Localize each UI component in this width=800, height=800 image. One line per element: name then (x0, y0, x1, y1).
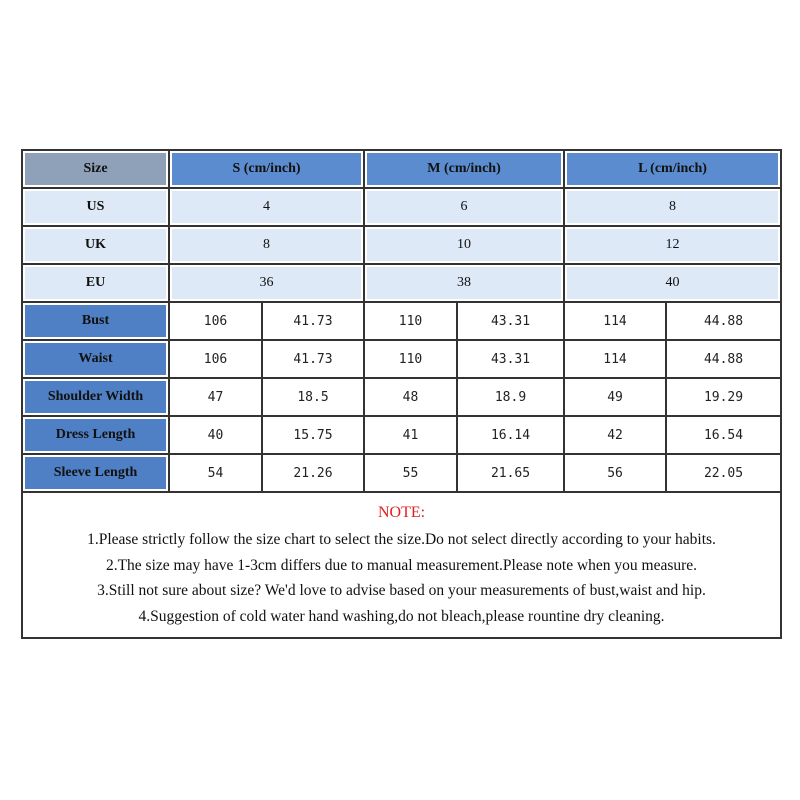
dress-length-row (23, 417, 782, 455)
dress-length-m-inch: 16.14 (458, 417, 565, 455)
bust-m-cm: 110 (365, 303, 458, 341)
dress-length-l-inch: 16.54 (667, 417, 782, 455)
sleeve-length-row (23, 455, 782, 493)
waist-m-cm: 110 (365, 341, 458, 379)
row-label-us: US (23, 189, 170, 227)
note-box (23, 493, 782, 639)
shoulder-s-cm: 47 (170, 379, 263, 417)
shoulder-l-cm: 49 (565, 379, 667, 417)
shoulder-m-inch: 18.9 (458, 379, 565, 417)
waist-l-inch: 44.88 (667, 341, 782, 379)
header-row (23, 151, 782, 189)
note-line-2: 2.The size may have 1-3cm differs due to manual measurement.Please note when you measure. (105, 556, 698, 574)
sleeve-length-m-cm: 55 (365, 455, 458, 493)
sleeve-length-m-inch: 21.65 (458, 455, 565, 493)
dress-length-s-inch: 15.75 (263, 417, 365, 455)
row-label-bust: Bust (23, 303, 170, 341)
shoulder-l-inch: 19.29 (667, 379, 782, 417)
us-row (23, 189, 782, 227)
size-chart-table (21, 149, 782, 639)
sleeve-length-l-cm: 56 (565, 455, 667, 493)
row-label-dress-length: Dress Length (23, 417, 170, 455)
row-label-sleeve-length: Sleeve Length (23, 455, 170, 493)
dress-length-s-cm: 40 (170, 417, 263, 455)
row-label-uk: UK (23, 227, 170, 265)
row-label-eu: EU (23, 265, 170, 303)
bust-row (23, 303, 782, 341)
bust-s-cm: 106 (170, 303, 263, 341)
shoulder-m-cm: 48 (365, 379, 458, 417)
waist-m-inch: 43.31 (458, 341, 565, 379)
row-label-waist: Waist (23, 341, 170, 379)
sleeve-length-l-inch: 22.05 (667, 455, 782, 493)
us-size-l: 8 (565, 189, 782, 227)
eu-size-l: 40 (565, 265, 782, 303)
uk-size-l: 12 (565, 227, 782, 265)
eu-size-s: 36 (170, 265, 365, 303)
size-header-cell: Size (23, 151, 170, 189)
shoulder-width-row (23, 379, 782, 417)
bust-s-inch: 41.73 (263, 303, 365, 341)
uk-size-m: 10 (365, 227, 565, 265)
shoulder-s-inch: 18.5 (263, 379, 365, 417)
uk-row (23, 227, 782, 265)
uk-size-s: 8 (170, 227, 365, 265)
note-line-3: 3.Still not sure about size? We'd love to advise based on your measurements of bust,waist and hip. (97, 582, 706, 599)
us-size-m: 6 (365, 189, 565, 227)
sleeve-length-s-cm: 54 (170, 455, 263, 493)
note-title: NOTE: (377, 504, 426, 521)
bust-m-inch: 43.31 (458, 303, 565, 341)
dress-length-m-cm: 41 (365, 417, 458, 455)
note-line-4: 4.Suggestion of cold water hand washing,do not bleach,please rountine dry cleaning. (138, 607, 665, 625)
size-m-header: M (cm/inch) (365, 151, 565, 189)
waist-s-cm: 106 (170, 341, 263, 379)
row-label-shoulder-width: Shoulder Width (23, 379, 170, 417)
bust-l-cm: 114 (565, 303, 667, 341)
waist-row (23, 341, 782, 379)
dress-length-l-cm: 42 (565, 417, 667, 455)
eu-size-m: 38 (365, 265, 565, 303)
eu-row (23, 265, 782, 303)
size-s-header: S (cm/inch) (170, 151, 365, 189)
waist-l-cm: 114 (565, 341, 667, 379)
us-size-s: 4 (170, 189, 365, 227)
note-line-1: 1.Please strictly follow the size chart to select the size.Do not select directly according to your habits. (87, 531, 716, 548)
note-row (23, 493, 782, 639)
sleeve-length-s-inch: 21.26 (263, 455, 365, 493)
waist-s-inch: 41.73 (263, 341, 365, 379)
bust-l-inch: 44.88 (667, 303, 782, 341)
size-l-header: L (cm/inch) (565, 151, 782, 189)
